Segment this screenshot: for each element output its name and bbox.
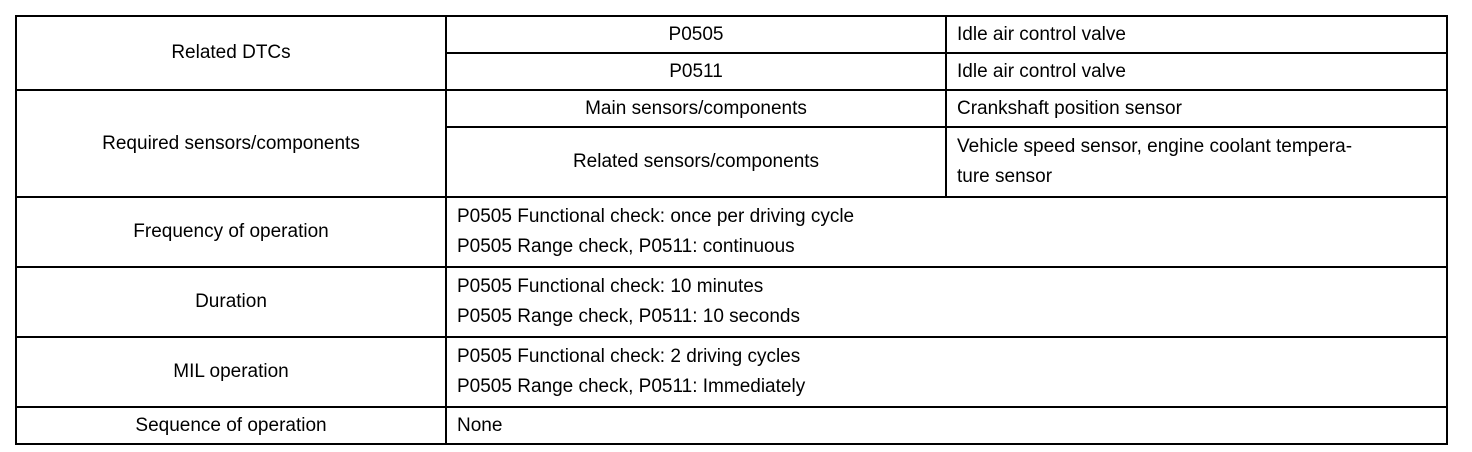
duration-line: P0505 Range check, P0511: 10 seconds xyxy=(457,306,800,327)
mil-operation-label: MIL operation xyxy=(16,337,446,407)
table-row xyxy=(16,337,1447,407)
related-sensors-value xyxy=(946,127,1447,197)
sequence-value: None xyxy=(446,407,1447,444)
table-row xyxy=(16,267,1447,337)
dtc-code: P0511 xyxy=(446,53,946,90)
required-sensors-label: Required sensors/components xyxy=(16,90,446,197)
dtc-code: P0505 xyxy=(446,16,946,53)
related-dtcs-label: Related DTCs xyxy=(16,16,446,90)
dtc-description: Idle air control valve xyxy=(946,53,1447,90)
table-row xyxy=(16,197,1447,267)
mil-operation-value xyxy=(446,337,1447,407)
related-sensors-label: Related sensors/components xyxy=(446,127,946,197)
related-sensors-line: Vehicle speed sensor, engine coolant tempera- xyxy=(957,136,1353,157)
mil-operation-line: P0505 Range check, P0511: Immediately xyxy=(457,376,806,397)
table-row xyxy=(16,407,1447,444)
duration-value xyxy=(446,267,1447,337)
main-sensors-value: Crankshaft position sensor xyxy=(946,90,1447,127)
frequency-label: Frequency of operation xyxy=(16,197,446,267)
dtc-description: Idle air control valve xyxy=(946,16,1447,53)
sequence-label: Sequence of operation xyxy=(16,407,446,444)
table-row xyxy=(16,90,1447,127)
mil-operation-line: P0505 Functional check: 2 driving cycles xyxy=(457,346,801,367)
frequency-line: P0505 Range check, P0511: continuous xyxy=(457,236,795,257)
monitor-spec-table xyxy=(15,15,1448,445)
main-sensors-label: Main sensors/components xyxy=(446,90,946,127)
frequency-line: P0505 Functional check: once per driving cycle xyxy=(457,206,855,227)
duration-line: P0505 Functional check: 10 minutes xyxy=(457,276,764,297)
duration-label: Duration xyxy=(16,267,446,337)
related-sensors-line: ture sensor xyxy=(957,166,1053,187)
frequency-value xyxy=(446,197,1447,267)
table-row xyxy=(16,16,1447,53)
